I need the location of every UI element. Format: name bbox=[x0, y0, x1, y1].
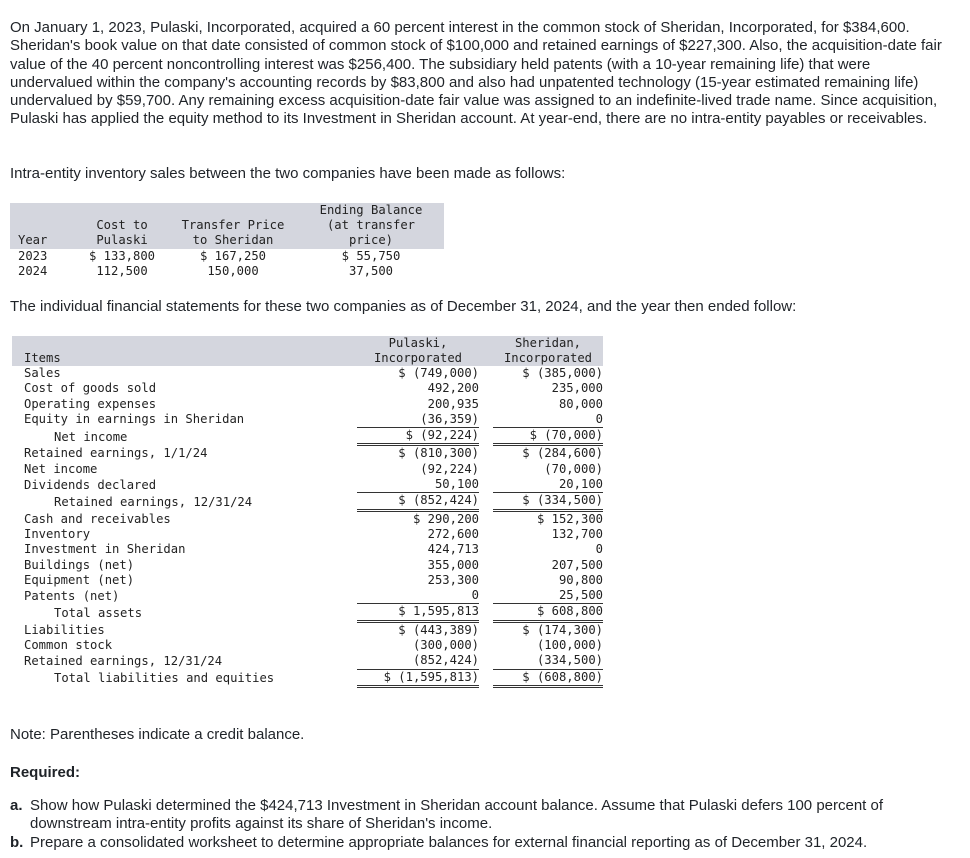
cell-sheridan: $ (608,800) bbox=[493, 669, 603, 686]
row-label: Total assets bbox=[54, 605, 143, 620]
table-row bbox=[10, 249, 444, 264]
cell-cost: $ 133,800 bbox=[88, 249, 156, 263]
cell-cost: 112,500 bbox=[96, 264, 148, 278]
col-header-transfer-line2: to Sheridan bbox=[168, 233, 298, 249]
requirement-label: b. bbox=[10, 833, 24, 851]
row-label: Equipment (net) bbox=[24, 572, 135, 587]
col-header-pulaski-line2: Incorporated bbox=[357, 351, 479, 366]
row-label: Equity in earnings in Sheridan bbox=[24, 412, 245, 427]
row-label: Common stock bbox=[24, 638, 113, 653]
table-row bbox=[12, 493, 603, 510]
financial-statements-table bbox=[12, 336, 603, 688]
cell-year: 2024 bbox=[18, 264, 48, 278]
cell-sheridan: 132,700 bbox=[551, 526, 603, 541]
row-label: Cost of goods sold bbox=[24, 381, 157, 396]
cell-transfer: 150,000 bbox=[207, 264, 259, 278]
cell-sheridan: 207,500 bbox=[551, 557, 603, 572]
cell-pulaski: 492,200 bbox=[427, 381, 479, 396]
cell-pulaski: $ (1,595,813) bbox=[357, 669, 479, 686]
cell-sheridan: (334,500) bbox=[536, 653, 603, 668]
col-header-cost: Cost to bbox=[76, 218, 168, 233]
table-row bbox=[12, 510, 603, 527]
cell-transfer: $ 167,250 bbox=[199, 249, 267, 263]
cell-pulaski: 424,713 bbox=[427, 542, 479, 557]
required-heading: Required: bbox=[10, 764, 81, 781]
row-label: Inventory bbox=[24, 526, 91, 541]
cell-sheridan: $ (284,600) bbox=[522, 446, 603, 461]
row-label: Sales bbox=[24, 366, 61, 380]
cell-sheridan: $ 152,300 bbox=[536, 511, 603, 526]
col-header-ending-line2: (at transfer bbox=[298, 218, 444, 233]
table-row bbox=[12, 542, 603, 557]
table-row bbox=[12, 638, 603, 653]
table-row bbox=[10, 264, 444, 279]
table-row bbox=[12, 653, 603, 669]
cell-sheridan: 235,000 bbox=[551, 381, 603, 396]
col-header-sheridan-line2: Incorporated bbox=[493, 351, 603, 366]
cell-year: 2023 bbox=[18, 249, 48, 263]
cell-sheridan: $ (385,000) bbox=[522, 366, 603, 380]
col-header-sheridan: Sheridan, bbox=[493, 336, 603, 351]
row-label: Retained earnings, 12/31/24 bbox=[24, 653, 223, 668]
col-header-ending-line3: price) bbox=[298, 233, 444, 249]
row-label: Net income bbox=[24, 461, 98, 476]
table-row bbox=[12, 366, 603, 381]
list-item bbox=[10, 834, 954, 852]
cell-sheridan: (70,000) bbox=[544, 461, 603, 476]
row-label: Cash and receivables bbox=[24, 511, 171, 526]
requirements-list bbox=[10, 797, 954, 852]
cell-sheridan: 20,100 bbox=[558, 477, 603, 492]
cell-pulaski: 200,935 bbox=[427, 396, 479, 411]
table-row bbox=[12, 412, 603, 428]
cell-pulaski: $ (810,300) bbox=[398, 446, 479, 461]
cell-ending: $ 55,750 bbox=[341, 249, 401, 263]
cell-pulaski: $ 290,200 bbox=[412, 511, 479, 526]
cell-sheridan: $ (70,000) bbox=[493, 428, 603, 445]
table-row bbox=[12, 445, 603, 462]
table-row bbox=[12, 477, 603, 493]
list-item bbox=[10, 797, 954, 834]
cell-sheridan: 25,500 bbox=[558, 588, 603, 603]
cell-pulaski: $ 1,595,813 bbox=[357, 604, 479, 621]
cell-pulaski: 355,000 bbox=[427, 557, 479, 572]
cell-pulaski: 0 bbox=[471, 588, 479, 603]
inventory-intro: Intra-entity inventory sales between the two companies have been made as follows: bbox=[10, 165, 566, 182]
col-header-pulaski: Pulaski, bbox=[357, 336, 479, 351]
requirement-text: Show how Pulaski determined the $424,713 Investment in Sheridan account balance. Assume that Pulaski defers 100 percent of downstream intra-entity profits against its share of Sheridan's income. bbox=[30, 797, 884, 833]
row-label: Buildings (net) bbox=[24, 557, 135, 572]
table-row bbox=[12, 588, 603, 604]
cell-pulaski: (852,424) bbox=[412, 653, 479, 668]
table-row bbox=[12, 527, 603, 542]
row-label: Patents (net) bbox=[24, 588, 120, 603]
cell-sheridan: 0 bbox=[595, 411, 603, 426]
requirement-text: Prepare a consolidated worksheet to determine appropriate balances for external financial reporting as of December 31, 2024. bbox=[30, 833, 868, 851]
cell-pulaski: $ (749,000) bbox=[398, 366, 479, 380]
cell-pulaski: (92,224) bbox=[420, 461, 479, 476]
row-label: Net income bbox=[54, 429, 128, 444]
cell-ending: 37,500 bbox=[348, 264, 394, 278]
cell-sheridan: $ (334,500) bbox=[493, 493, 603, 510]
cell-sheridan: 90,800 bbox=[558, 572, 603, 587]
table-row bbox=[12, 462, 603, 477]
table-row bbox=[12, 428, 603, 445]
row-label: Retained earnings, 1/1/24 bbox=[24, 446, 208, 461]
row-label: Investment in Sheridan bbox=[24, 542, 186, 557]
col-header-transfer: Transfer Price bbox=[168, 218, 298, 233]
requirement-label: a. bbox=[10, 797, 23, 814]
table-row bbox=[12, 381, 603, 396]
row-label: Operating expenses bbox=[24, 396, 157, 411]
table-row bbox=[12, 604, 603, 621]
table-row bbox=[12, 669, 603, 686]
cell-pulaski: (300,000) bbox=[412, 638, 479, 653]
row-label: Retained earnings, 12/31/24 bbox=[54, 494, 253, 509]
statements-intro: The individual financial statements for these two companies as of December 31, 2024, and the year then ended follow: bbox=[10, 298, 797, 315]
credit-balance-note: Note: Parentheses indicate a credit balance. bbox=[10, 726, 305, 743]
cell-pulaski: 272,600 bbox=[427, 526, 479, 541]
cell-pulaski: (36,359) bbox=[420, 411, 479, 426]
inventory-table bbox=[10, 203, 444, 279]
cell-sheridan: $ 608,800 bbox=[493, 604, 603, 621]
cell-sheridan: $ (174,300) bbox=[522, 622, 603, 637]
table-row bbox=[12, 558, 603, 573]
col-header-cost-line2: Pulaski bbox=[76, 233, 168, 249]
cell-pulaski: $ (92,224) bbox=[357, 428, 479, 445]
cell-pulaski: $ (443,389) bbox=[398, 622, 479, 637]
col-header-items: Items bbox=[12, 351, 357, 366]
cell-pulaski: 253,300 bbox=[427, 572, 479, 587]
table-row bbox=[12, 573, 603, 588]
cell-pulaski: 50,100 bbox=[434, 477, 479, 492]
cell-sheridan: (100,000) bbox=[536, 638, 603, 653]
col-header-year: Year bbox=[10, 233, 76, 249]
col-header-ending: Ending Balance bbox=[298, 203, 444, 218]
cell-pulaski: $ (852,424) bbox=[357, 493, 479, 510]
row-label: Dividends declared bbox=[24, 477, 157, 492]
table-row bbox=[12, 397, 603, 412]
intro-paragraph: On January 1, 2023, Pulaski, Incorporated, acquired a 60 percent interest in the common stock of Sheridan, Incorporated, for $384,600. Sheridan's book value on that date consisted of common stock of $100,000 and retained earnings of $227,300. Also, the acquisition-date fair value of the 40 percent noncontrolling interest was $256,400. The subsidiary held patents (with a 10-year remaining life) that were undervalued within the company's accounting records by $83,800 and also had unpatented technology (15-year estimated remaining life) undervalued by $59,700. Any remaining excess acquisition-date fair value was assigned to an indefinite-lived trade name. Since acquisition, Pulaski has applied the equity method to its Investment in Sheridan account. At year-end, there are no intra-entity payables or receivables. bbox=[10, 19, 942, 128]
table-row bbox=[12, 621, 603, 638]
cell-sheridan: 0 bbox=[595, 542, 603, 557]
row-label: Total liabilities and equities bbox=[54, 671, 275, 686]
row-label: Liabilities bbox=[24, 622, 105, 637]
cell-sheridan: 80,000 bbox=[558, 396, 603, 411]
